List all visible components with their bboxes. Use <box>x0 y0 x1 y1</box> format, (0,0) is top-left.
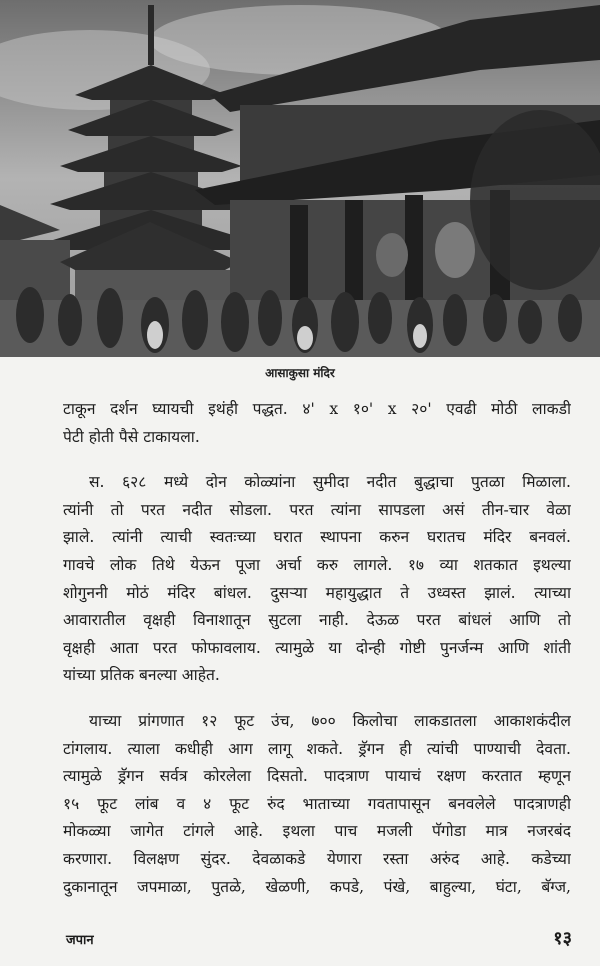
text-line: दुकानातून जपमाळा, पुतळे, खेळणी, कपडे, पंखे, बाहुल्या, घंटा, बॅग्ज, <box>63 877 571 896</box>
text-line: १५ फूट लांब व ४ फूट रुंद भाताच्या गवतापासून बनवलेले पादत्राणही <box>63 794 571 813</box>
text-line: स. ६२८ मध्ये दोन कोळ्यांना सुमीदा नदीत बुद्धाचा पुतळा मिळाला. <box>89 473 571 492</box>
text-line: टाकून दर्शन घ्यायची इथंही पद्धत. ४' x १०' x २०' एवढी मोठी लाकडी <box>63 400 571 418</box>
text-line: शोगुननी मोठं मंदिर बांधल. दुसऱ्या महायुद्धात ते उध्वस्त झालं. त्याच्या <box>63 583 571 602</box>
temple-photo <box>0 0 600 357</box>
text-line: टांगलाय. त्याला कधीही आग लागू शकते. ड्रॅगन ही त्यांची पाण्याची देवता. <box>63 739 571 758</box>
paragraph <box>63 396 571 451</box>
text-line: यांच्या प्रतिक बनल्या आहेत. <box>63 666 220 685</box>
paragraph <box>63 708 571 901</box>
paragraph <box>63 469 571 690</box>
footer-section-title: जपान <box>66 933 94 948</box>
page-number: १३ <box>553 928 572 949</box>
article-body <box>63 396 571 901</box>
text-line: पेटी होती पैसे टाकायला. <box>63 427 200 446</box>
text-line: करणारा. विलक्षण सुंदर. देवळाकडे येणारा रस्ता अरुंद आहे. कडेच्या <box>63 849 571 868</box>
photo-caption: आसाकुसा मंदिर <box>265 366 335 380</box>
text-line: झाले. त्यांनी त्याची स्वतःच्या घरात स्थापना करुन घरातच मंदिर बनवलं. <box>63 528 571 547</box>
text-line: वृक्षही आता परत फोफावलाय. त्यामुळे या दोन्ही गोष्टी पुनर्जन्म आणि शांती <box>63 638 571 657</box>
text-line: गावचे लोक तिथे येऊन पूजा अर्चा करु लागले. १७ व्या शतकात इथल्या <box>63 555 571 574</box>
text-line: त्यामुळे ड्रॅगन सर्वत्र कोरलेला दिसतो. पादत्राण पायाचं रक्षण करतात म्हणून <box>63 767 571 786</box>
text-line: याच्या प्रांगणात १२ फूट उंच, ७०० किलोचा लाकडातला आकाशकंदील <box>89 711 571 730</box>
temple-photo-drawing <box>0 0 600 357</box>
text-line: आवारातील वृक्षही विनाशातून सुटला नाही. देऊळ परत बांधलं आणि तो <box>63 611 571 630</box>
text-line: त्यांनी तो परत नदीत सोडला. परत त्यांना सापडला असं तीन-चार वेळा <box>63 500 571 519</box>
text-line: मोकळ्या जागेत टांगले आहे. इथला पाच मजली पॅगोडा मात्र नजरबंद <box>63 822 571 841</box>
